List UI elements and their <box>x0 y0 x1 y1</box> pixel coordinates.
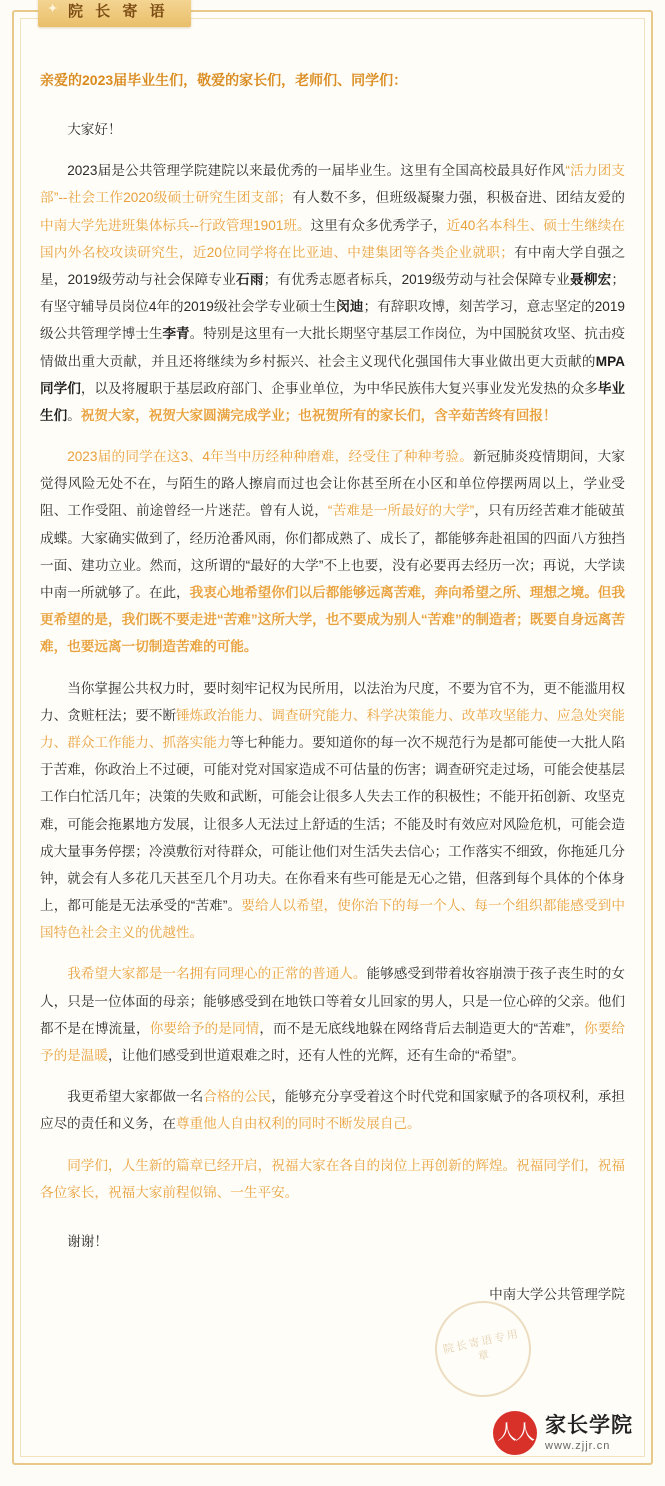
p1-s13: ；有辞职攻博，刻苦学习，意志坚定的2019级公共管理学博士生 <box>40 299 625 342</box>
salutation: 亲爱的2023届毕业生们，敬爱的家长们，老师们、同学们： <box>40 72 408 88</box>
brand-url: www.zjjr.cn <box>545 1440 611 1452</box>
paragraph-1 <box>40 157 625 429</box>
p1-name-4: 李青 <box>162 326 190 342</box>
figures-glyph: 人人 <box>497 1422 533 1444</box>
p1-s6: 近40名本科生、硕士生继续在国内外名校攻读研究生，近20位同学将在比亚迪、中建集团等各类企业就职； <box>40 217 626 260</box>
p1-mpa: MPA同学们 <box>40 353 625 396</box>
p5-s3: ，能够充分享受着这个时代党和国家赋予的各项权利，承担应尽的责任和义务，在 <box>40 1089 626 1132</box>
p1-s4: 中南大学先进班集体标兵--行政管理1901班。 <box>40 217 311 233</box>
p1-graduates: 毕业生们 <box>40 380 626 423</box>
signature: 中南大学公共管理学院 <box>489 1287 625 1303</box>
p3-hope: 要给人以希望，使你治下的每一个人、每一个组织都能感受到中国特色社会主义的优越性。 <box>40 898 625 941</box>
p3-abilities: 锤炼政治能力、调查研究能力、科学决策能力、改革攻坚能力、应急处突能力、群众工作能力、抓落实能力 <box>40 707 626 750</box>
paragraph-3 <box>40 675 625 947</box>
letter-frame <box>12 3 653 1465</box>
brand-title: 家长学院 <box>545 1413 633 1437</box>
p1-s9: ；有优秀志愿者标兵，2019级劳动与社会保障专业 <box>263 271 571 287</box>
p2-quote: “苦难是一所最好的大学” <box>327 503 475 519</box>
p3-s1: 当你掌握公共权力时，要时刻牢记权为民所用，以法治为尺度，不要为官不为，更不能滥用权力、贪赃枉法；要不断 <box>40 680 625 723</box>
greeting-text: 大家好！ <box>67 122 122 137</box>
p1-s19: 。 <box>67 407 81 423</box>
p1-s3: 有人数不多，但班级凝聚力强，积极奋进、团结友爱的 <box>292 190 625 206</box>
family-figures-icon <box>493 1411 537 1455</box>
paragraph-2 <box>40 443 625 661</box>
official-seal: 院长寄语专用章 <box>426 1292 540 1406</box>
greeting-paragraph <box>40 116 625 143</box>
p4-s5: 你要给予的是温暖 <box>40 1020 626 1063</box>
p4-s2: 能够感受到带着妆容崩溃于孩子丧生时的女人，只是一位体面的母亲；能够感受到在地铁口等着女儿回家的男人，只是一位心碎的父亲。他们都不是在博流量， <box>40 966 626 1036</box>
section-title-ribbon <box>38 0 191 27</box>
p1-s17: ，以及将履职于基层政府部门、企事业单位，为中华民族伟大复兴事业发光发热的众多 <box>80 380 598 396</box>
p1-s5: 这里有众多优秀学子， <box>310 217 447 233</box>
p1-name-2: 聂柳宏 <box>570 271 612 287</box>
p1-name-3: 闵迪 <box>336 299 364 315</box>
brand-text <box>545 1414 633 1452</box>
sparkle-icon: ✦ <box>48 3 62 15</box>
p1-s7: 有中南大学自强之星，2019级劳动与社会保障专业 <box>40 244 626 287</box>
p1-s11: ；有坚守辅导员岗位4年的2019级社会学专业硕士生 <box>40 271 626 315</box>
p2-s4: ，只有历经苦难才能破茧成蝶。大家确实做到了，经历沧番风雨，你们都成熟了、成长了，都能够奔赴祖国的四面八方独挡一面、建功立业。然而，这所谓的“最好的大学”不上也要，没有必要再去经历一次；再说，大学读中南一所就够了。在此， <box>40 503 626 600</box>
p5-s1: 我更希望大家都做一名 <box>67 1089 204 1105</box>
p2-s1: 2023届的同学在这3、4年当中历经种种磨难，经受住了种种考验。 <box>67 449 474 465</box>
paragraph-4 <box>40 960 625 1069</box>
p4-s3: 你要给予的是同情 <box>149 1020 260 1036</box>
thanks-paragraph: 谢谢！ <box>67 1233 108 1249</box>
p5-citizen: 合格的公民 <box>203 1089 272 1105</box>
p3-s3: 等七种能力。要知道你的每一次不规范行为是都可能使一大批人陷于苦难，你政治上不过硬，可能对党对国家造成不可估量的伤害；调查研究走过场，可能会使基层工作白忙活几年；决策的失败和武断，可能会让很多人失去工作的积极性；不能开拓创新、攻坚克难，可能会拖累地方发展，让很多人无法过上舒适的生活；不能及时有效应对风险危机，可能会造成大量事务停摆；冷漠敷衍对待群众，可能让他们对生活失去信心；工作落实不细致，你拖延几分钟，就会有人多花几天甚至几个月功夫。在你看来有些可能是无心之错，但落到每个具体的个体身上，都可能是无法承受的“苦难”。 <box>40 734 625 914</box>
p1-congrats: 祝贺大家，祝贺大家圆满完成学业；也祝贺所有的家长们，含辛茹苦终有回报！ <box>80 407 557 423</box>
p4-s1: 我希望大家都是一名拥有同理心的正常的普通人。 <box>67 966 367 982</box>
brand-footer <box>493 1411 633 1455</box>
paragraph-5 <box>40 1083 625 1137</box>
letter-body <box>40 66 625 1308</box>
paragraph-6 <box>40 1152 625 1206</box>
p1-s1: 2023届是公共管理学院建院以来最优秀的一届毕业生。这里有全国高校最具好作风 <box>67 163 566 179</box>
p2-s2: 新冠肺炎疫情期间，大家觉得风险无处不在，与陌生的路人擦肩而过也会让你甚至所在小区和单位停摆两周以上，学业受阻、工作受阻、前途曾经一片迷茫。曾有人说， <box>40 449 626 519</box>
p1-s15: 。特别是这里有一大批长期坚守基层工作岗位，为中国脱贫攻坚、抗击疫情做出重大贡献，并且还将继续为乡村振兴、社会主义现代化强国伟大事业做出更大贡献的 <box>40 326 626 369</box>
p2-wish: 我衷心地希望你们以后都能够远离苦难，奔向希望之所、理想之境。但我更希望的是，我们既不要走进“苦难”这所大学，也不要成为别人“苦难”的制造者；既要自身远离苦难，也要远离一切制造苦难的可能。 <box>40 585 625 655</box>
p1-s2: “活力团支部”--社会工作2020级硕士研究生团支部； <box>40 163 625 206</box>
p4-s4: ，而不是无底线地躲在网络背后去制造更大的“苦难”， <box>259 1020 584 1036</box>
section-title-text: 院 长 寄 语 <box>68 3 169 20</box>
p1-name-1: 石雨 <box>236 271 264 287</box>
p4-s6: ，让他们感受到世道艰难之时，还有人性的光辉，还有生命的“希望”。 <box>107 1048 525 1063</box>
p6-blessing: 同学们，人生新的篇章已经开启，祝福大家在各自的岗位上再创新的辉煌。祝福同学们，祝福各位家长，祝福大家前程似锦、一生平安。 <box>40 1157 625 1200</box>
p5-s4: 尊重他人自由权利的同时不断发展自己。 <box>175 1116 421 1132</box>
